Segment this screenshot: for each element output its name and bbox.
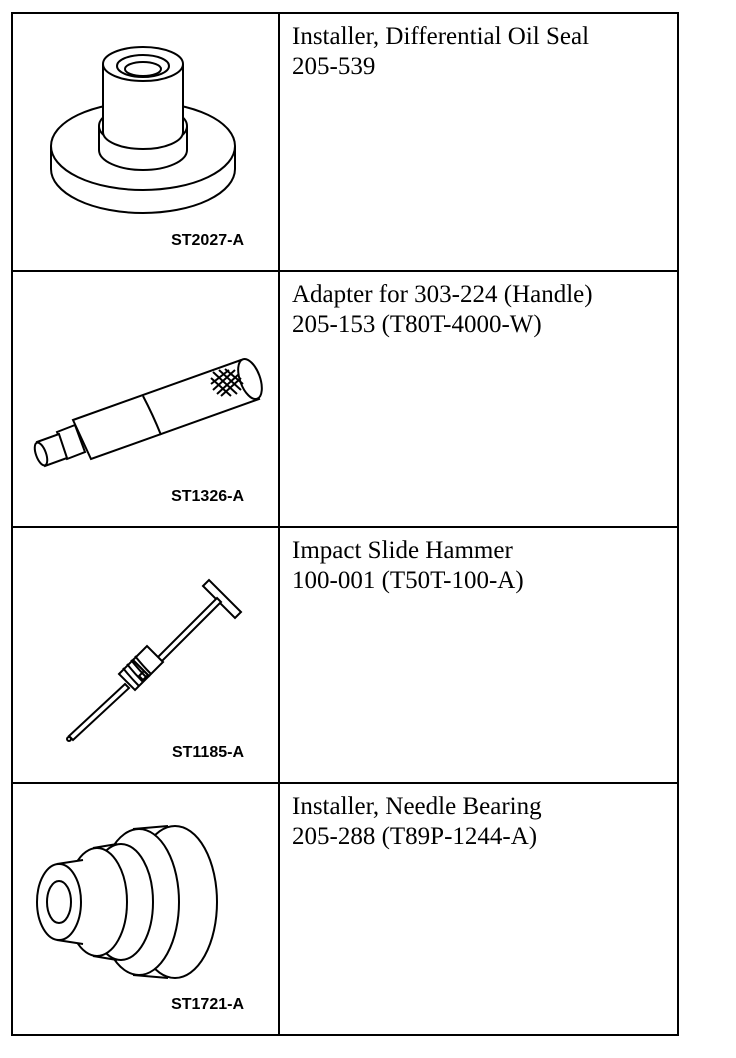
tool-name: Adapter for 303-224 (Handle) <box>292 281 593 308</box>
tool-number: 100-001 (T50T-100-A) <box>292 567 524 594</box>
table-row <box>13 782 677 1034</box>
tool-name: Installer, Needle Bearing <box>292 793 542 820</box>
tool-description-cell <box>280 272 677 526</box>
table-row <box>13 14 677 270</box>
tool-number: 205-539 <box>292 53 376 80</box>
special-tools-table <box>11 12 679 1036</box>
tool-number: 205-153 (T80T-4000-W) <box>292 311 542 338</box>
tool-description-cell <box>280 14 677 270</box>
illustration-code: ST1185-A <box>171 744 244 761</box>
tool-illustration-cell <box>13 14 280 270</box>
tool-description-cell <box>280 528 677 782</box>
illustration-code: ST2027-A <box>171 232 244 249</box>
table-row <box>13 526 677 782</box>
tool-illustration-cell <box>13 784 280 1034</box>
illustration-code: ST1721-A <box>171 996 244 1013</box>
tool-name: Impact Slide Hammer <box>292 537 513 564</box>
tool-illustration-cell <box>13 272 280 526</box>
illustration-code: ST1326-A <box>171 488 244 505</box>
tool-description-cell <box>280 784 677 1034</box>
tool-illustration-cell <box>13 528 280 782</box>
tool-number: 205-288 (T89P-1244-A) <box>292 823 538 850</box>
oil-seal-installer-icon <box>13 14 278 268</box>
table-row <box>13 270 677 526</box>
tool-name: Installer, Differential Oil Seal <box>292 23 590 50</box>
